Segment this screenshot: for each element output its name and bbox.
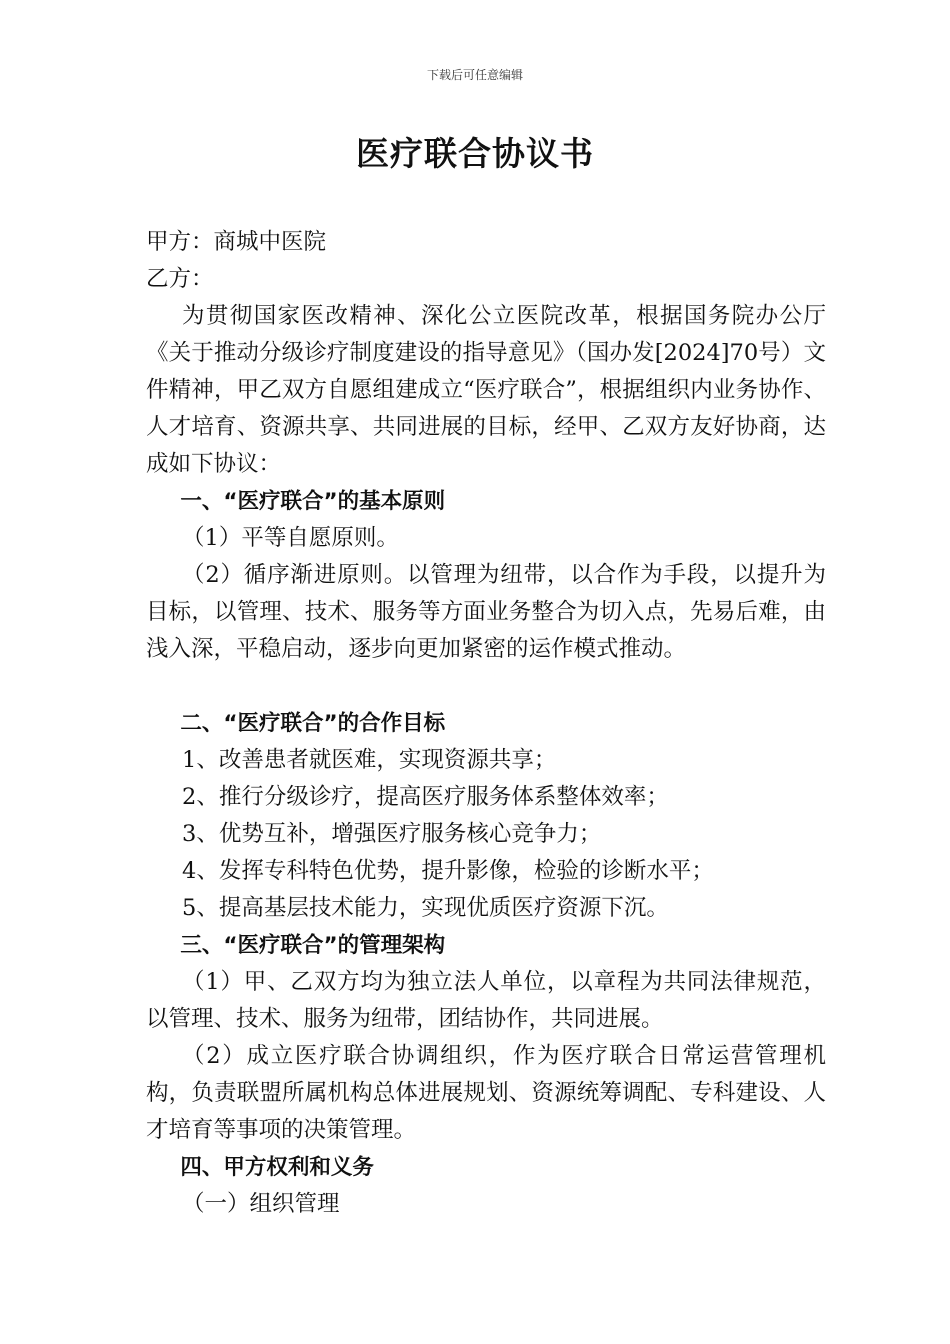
- section-2-item: 2、推行分级诊疗，提高医疗服务体系整体效率；: [182, 784, 669, 810]
- section-3-item: （1）甲、乙双方均为独立法人单位，以章程为共同法律规范，以管理、技术、服务为纽带，团结协作，共同进展。: [146, 969, 826, 1032]
- intro-paragraph: 为贯彻国家医改精神、深化公立医院改革，根据国务院办公厅《关于推动分级诊疗制度建设的指导意见》（国办发[2024]70号）文件精神，甲乙双方自愿组建成立“医疗联合”，根据组织内业务协作、人才培育、资源共享、共同进展的目标，经甲、乙双方友好协商，达成如下协议：: [146, 303, 826, 477]
- section-3-heading: 三、“医疗联合”的管理架构: [180, 933, 446, 958]
- section-2-item: 1、改善患者就医难，实现资源共享；: [182, 747, 557, 773]
- section-4-subheading: （一）组织管理: [182, 1191, 340, 1217]
- document-body: [146, 224, 826, 1223]
- spacer: [146, 668, 826, 705]
- section-2-item: 3、优势互补，增强医疗服务核心竞争力；: [182, 821, 602, 847]
- section-2-item: 4、发挥专科特色优势，提升影像，检验的诊断水平；: [182, 858, 714, 884]
- party-a: 甲方：商城中医院: [146, 229, 327, 255]
- section-1-item: （1）平等自愿原则。: [182, 525, 399, 551]
- section-2-item: 5、提高基层技术能力，实现优质医疗资源下沉。: [182, 895, 669, 921]
- section-2-heading: 二、“医疗联合”的合作目标: [180, 711, 446, 736]
- section-1-heading: 一、“医疗联合”的基本原则: [180, 489, 446, 514]
- header-note: 下载后可任意编辑: [426, 68, 523, 82]
- section-3-item: （2）成立医疗联合协调组织，作为医疗联合日常运营管理机构，负责联盟所属机构总体进展规划、资源统筹调配、专科建设、人才培育等事项的决策管理。: [146, 1043, 826, 1143]
- section-1-item: （2）循序渐进原则。以管理为纽带，以合作为手段，以提升为目标，以管理、技术、服务等方面业务整合为切入点，先易后难，由浅入深，平稳启动，逐步向更加紧密的运作模式推动。: [146, 562, 826, 662]
- party-b: 乙方：: [146, 266, 214, 292]
- section-4-heading: 四、甲方权利和义务: [180, 1155, 374, 1180]
- document-title: 医疗联合协议书: [356, 134, 594, 173]
